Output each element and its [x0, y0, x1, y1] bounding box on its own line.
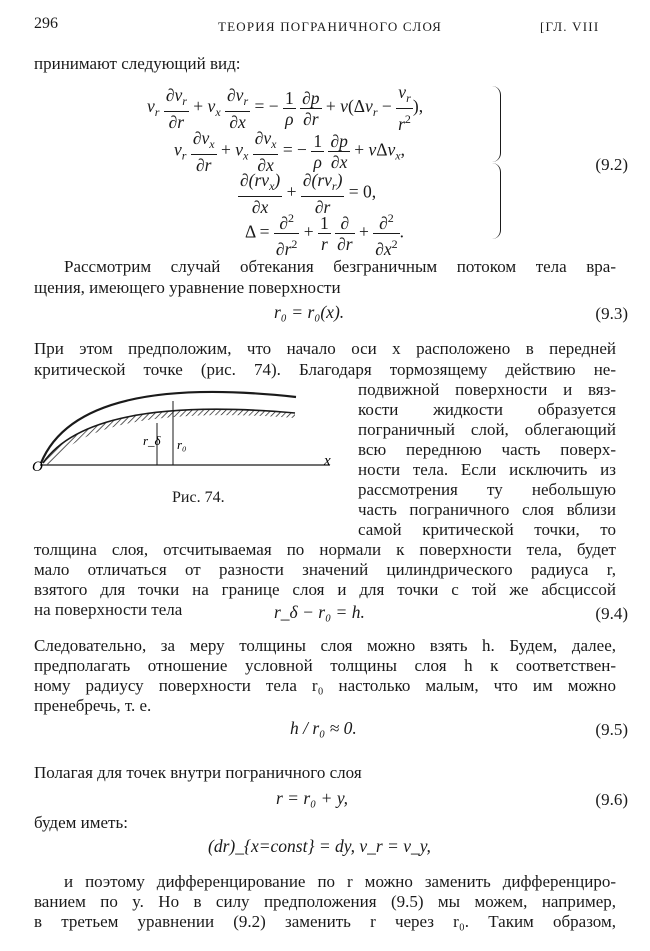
paragraph-2-rest-2: мало отличаться от разности значений цилиндрического радиуса r,	[34, 560, 616, 579]
figure-74	[30, 385, 350, 485]
paragraph-3-line-1: Следовательно, за меру толщины слоя можно взять h. Будем, далее,	[34, 636, 616, 655]
equation-line-1: $v_r$ $\frac{\partial v_r}{\partial r}$ + $v_x$ $\frac{\partial v_r}{\partial x}$ = − $\frac{1}{\rho}$ $\frac{\partial p}{\partial r}$ + $\nu(\Delta v_r$ − $\frac{v_r}{r^2}$ ),	[147, 82, 424, 134]
paragraph-4: Полагая для точек внутри пограничного слоя	[34, 763, 362, 782]
paragraph-2-rest-3: взятого для точки на границе слоя и для точки с той же абсциссой	[34, 580, 616, 599]
paragraph-6-line-1: и поэтому дифференцирование по r можно заменить дифференциро-	[64, 872, 616, 891]
equation-number-9-2: (9.2)	[595, 155, 628, 174]
paragraph-3-line-2: предполагать отношение условной толщины слоя h к соответствен-	[34, 656, 616, 675]
paragraph-5: будем иметь:	[34, 813, 128, 832]
fig-label-r-delta: r_δ	[143, 433, 161, 448]
paragraph-1-line-2: щения, имеющего уравнение поверхности	[34, 278, 341, 297]
figure-caption: Рис. 74.	[172, 489, 225, 506]
paragraph-6-line-2: ванием по y. Но в силу предположения (9.5) мы можем, например,	[34, 892, 616, 911]
equation-line-4: Δ = $\frac{\partial^2}{\partial r^2}$ + $\frac{1}{r}$ $\frac{\partial}{\partial r}$ + $\frac{\partial^2}{\partial x^2}$ .	[245, 208, 404, 259]
paragraph-2-rest-1: толщина слоя, отсчитываемая по нормали к поверхности тела, будет	[34, 540, 616, 559]
paragraph-2-side-8: самой критической точки, то	[358, 520, 616, 539]
paragraph-2-side-5: ности тела. Если исключить из	[358, 460, 616, 479]
brace-bottom	[492, 163, 501, 239]
paragraph-2-side-7: часть пограничного слоя вблизи	[358, 500, 616, 519]
paragraph-2-rest-4: на поверхности тела	[34, 600, 183, 619]
equation-9-5: h / r₀ ≈ 0.	[290, 718, 357, 738]
paragraph-1-line-1: Рассмотрим случай обтекания безграничным потоком тела вра-	[64, 257, 616, 276]
paragraph-2-line-2: критической точке (рис. 74). Благодаря тормозящему действию не-	[34, 360, 616, 379]
equation-number-9-3: (9.3)	[595, 304, 628, 323]
fig-label-x: x	[324, 453, 331, 469]
intro-line: принимают следующий вид:	[34, 54, 241, 73]
brace-top	[492, 86, 501, 162]
paragraph-3-line-4: пренебречь, т. е.	[34, 696, 152, 715]
equation-number-9-5: (9.5)	[595, 720, 628, 739]
paragraph-3-line-3: ному радиусу поверхности тела r₀ настолько малым, что им можно	[34, 676, 616, 695]
fig-label-origin: O	[32, 459, 43, 475]
equation-9-6: r = r₀ + y,	[276, 788, 348, 808]
boundary-layer-edge	[41, 392, 296, 463]
fig-label-r0: r₀	[177, 437, 187, 452]
equation-line-2: $v_r$ $\frac{\partial v_x}{\partial r}$ + $v_x$ $\frac{\partial v_x}{\partial x}$ = − $\frac{1}{\rho}$ $\frac{\partial p}{\partial x}$ + νΔv$_x$,	[174, 128, 405, 175]
equation-number-9-6: (9.6)	[595, 790, 628, 809]
running-title: ТЕОРИЯ ПОГРАНИЧНОГО СЛОЯ	[218, 19, 442, 34]
chapter-label: [ГЛ. VIII	[540, 19, 600, 34]
paragraph-6-line-3: в третьем уравнении (9.2) заменить r через r₀. Таким образом,	[34, 912, 616, 931]
paragraph-2-side-1: подвижной поверхности и вяз-	[358, 380, 616, 399]
equation-9-3: r₀ = r₀(x).	[274, 302, 345, 322]
paragraph-2-side-3: пограничный слой, облегающий	[358, 420, 616, 439]
paragraph-2-side-6: рассмотрения ту небольшую	[358, 480, 616, 499]
equation-line-3: $\frac{\partial(rv_x)}{\partial x}$ + $\frac{\partial(rv_r)}{\partial r}$ = 0,	[240, 170, 377, 217]
equation-number-9-4: (9.4)	[595, 604, 628, 623]
equation-unnumbered: (dr)_{x=const} = dy, v_r = v_y,	[208, 836, 431, 856]
page-number: 296	[34, 15, 58, 32]
paragraph-2-line-1: При этом предположим, что начало оси x расположено в передней	[34, 339, 616, 358]
equation-9-4: r_δ − r₀ = h.	[274, 602, 365, 622]
paragraph-2-side-2: кости жидкости образуется	[358, 400, 616, 419]
paragraph-2-side-4: всю переднюю часть поверх-	[358, 440, 616, 459]
